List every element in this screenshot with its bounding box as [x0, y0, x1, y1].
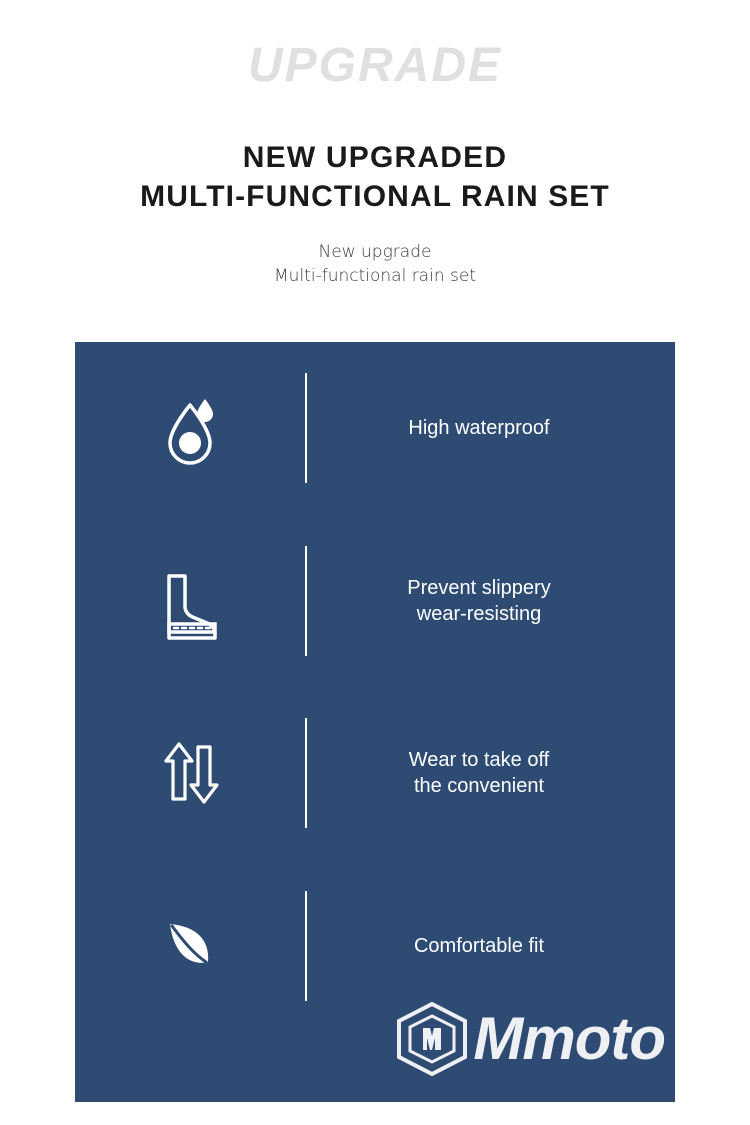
feature-label-line-2: wear-resisting: [416, 602, 542, 625]
water-drop-icon: [75, 385, 305, 471]
page-subtitle-line-2: Multi-functional rain set: [274, 266, 476, 286]
page-subtitle-line-1: New upgrade: [318, 242, 432, 262]
list-item: [75, 515, 675, 688]
feature-label: [307, 415, 675, 441]
rain-boot-icon: [75, 556, 305, 646]
leaf-icon: [75, 904, 305, 988]
list-item: [75, 687, 675, 860]
feature-label: [307, 933, 675, 959]
feature-label: [307, 575, 675, 627]
up-down-arrows-icon: [75, 730, 305, 816]
page-title-line-2: MULTI-FUNCTIONAL RAIN SET: [140, 180, 610, 213]
feature-label-line-1: Wear to take off: [408, 749, 550, 772]
feature-label-line-2: the convenient: [413, 775, 545, 798]
page-title: [0, 138, 750, 216]
page-subtitle: [0, 240, 750, 288]
watermark-title: UPGRADE: [247, 39, 503, 92]
feature-label-line-1: Prevent slippery: [407, 576, 551, 599]
list-item: [75, 342, 675, 515]
brand-watermark: [393, 1000, 665, 1078]
feature-label-line-1: Comfortable fit: [413, 934, 545, 957]
mmoto-logo-icon: [393, 1000, 471, 1078]
feature-label: [307, 747, 675, 799]
features-panel: [75, 342, 675, 1102]
brand-name: Mmoto: [473, 1005, 665, 1072]
page-title-line-1: NEW UPGRADED: [242, 141, 508, 174]
feature-label-line-1: High waterproof: [408, 417, 550, 440]
features-list: [75, 342, 675, 1032]
